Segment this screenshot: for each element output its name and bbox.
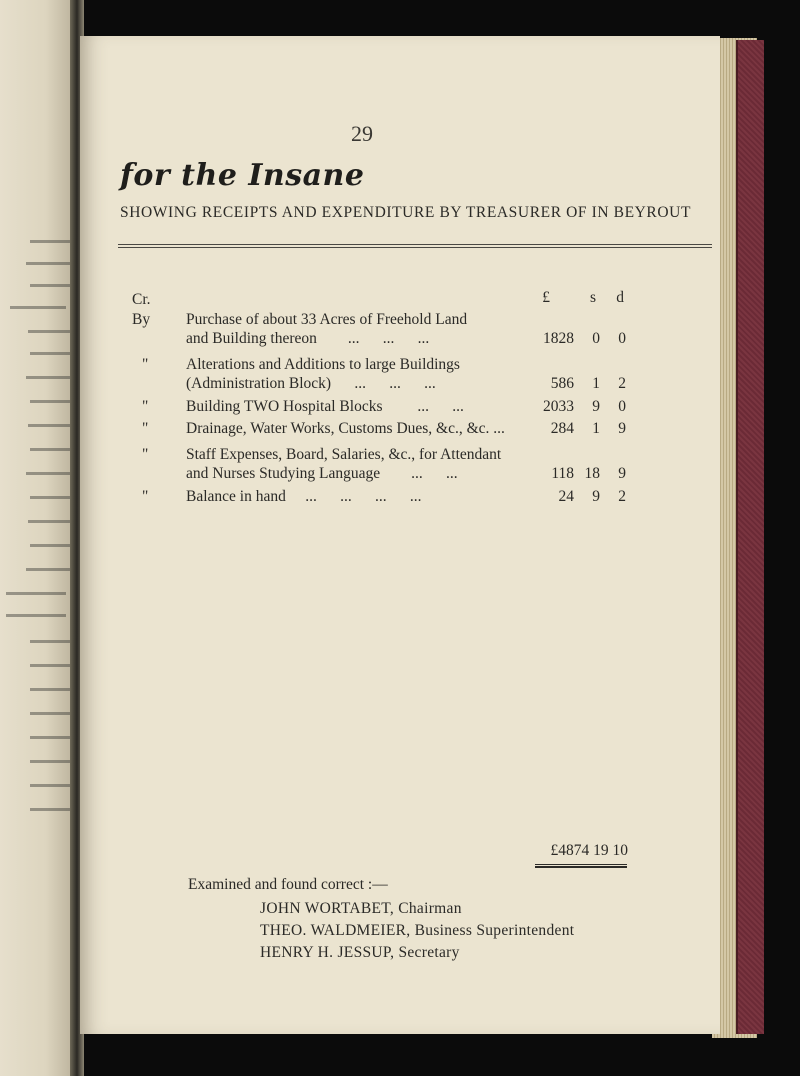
previous-page-line: [28, 330, 72, 333]
account-entry: [132, 310, 722, 350]
entry-pounds: 284: [550, 420, 574, 437]
entry-prefix: ": [142, 488, 149, 505]
page-subtitle: SHOWING RECEIPTS AND EXPENDITURE BY TREASURER OF IN BEYROUT: [120, 204, 692, 221]
entry-pence: 9: [618, 465, 626, 482]
entry-pounds: 2033: [543, 398, 574, 415]
entry-pence: 0: [618, 330, 626, 347]
previous-page-line: [28, 424, 72, 427]
entry-shillings: 9: [592, 488, 600, 505]
entry-line: Drainage, Water Works, Customs Dues, &c., &c. ...: [186, 420, 505, 437]
previous-page-heading-fragment: [0, 91, 76, 99]
previous-page-line: [30, 400, 70, 403]
column-pounds-header: £: [542, 289, 550, 306]
entry-description: [186, 487, 546, 506]
entry-shillings: 1: [592, 420, 600, 437]
entry-line: Balance in hand ... ... ... ...: [186, 488, 422, 505]
credit-label: Cr.: [132, 291, 151, 308]
previous-page-line: [30, 712, 70, 715]
previous-page-line: [28, 520, 72, 523]
entry-prefix: By: [132, 311, 151, 328]
previous-page-edge: [0, 0, 76, 1076]
entry-prefix: ": [142, 398, 149, 415]
entry-pence: 9: [618, 420, 626, 437]
previous-page-line: [30, 640, 70, 643]
entry-shillings: 1: [592, 375, 600, 392]
page-title: for the Insane: [120, 158, 365, 193]
previous-page-line: [30, 760, 70, 763]
page-number: 29: [351, 121, 373, 146]
entry-shillings: 9: [592, 398, 600, 415]
column-pence-header: d: [616, 289, 624, 306]
examined-statement: Examined and found correct :—: [188, 876, 388, 893]
account-entry: [132, 397, 722, 417]
entry-pounds: 1828: [543, 330, 574, 347]
entry-description: [186, 310, 546, 348]
previous-page-line: [26, 262, 72, 265]
entry-line: Building TWO Hospital Blocks ... ...: [186, 398, 464, 415]
entry-line: (Administration Block) ... ... ...: [186, 375, 436, 392]
entry-description: [186, 397, 546, 416]
entry-line: and Nurses Studying Language ... ...: [186, 465, 458, 482]
account-entry: [132, 445, 722, 485]
previous-page-line: [26, 376, 72, 379]
account-total: £4874 19 10: [550, 842, 628, 859]
signatory-chairman: JOHN WORTABET, Chairman: [260, 900, 462, 917]
account-entry: [132, 419, 722, 439]
previous-page-line: [30, 808, 70, 811]
entry-pence: 2: [618, 488, 626, 505]
signatory-superintendent: THEO. WALDMEIER, Business Superintendent: [260, 922, 575, 939]
total-rule-top: [535, 864, 627, 865]
entry-description: [186, 419, 546, 438]
previous-page-line: [30, 664, 70, 667]
account-entry: [132, 351, 722, 371]
entry-pence: 0: [618, 398, 626, 415]
header-rule-bottom: [118, 247, 712, 248]
previous-page-line: [6, 592, 66, 595]
previous-page-line: [30, 352, 70, 355]
previous-page-line: [30, 240, 70, 243]
entry-line: Purchase of about 33 Acres of Freehold Land: [186, 311, 468, 328]
entry-prefix: ": [142, 420, 149, 437]
previous-page-line: [30, 736, 70, 739]
entry-pounds: 586: [550, 375, 574, 392]
column-shillings-header: s: [589, 289, 596, 306]
previous-page-line: [30, 284, 70, 287]
entry-line: and Building thereon ... ... ...: [186, 330, 430, 347]
entry-prefix: ": [142, 356, 149, 373]
previous-page-line: [30, 448, 70, 451]
previous-page-line: [30, 544, 70, 547]
previous-page-line: [26, 472, 72, 475]
previous-page-line: [26, 568, 72, 571]
document-page: [80, 36, 720, 1034]
header-rule-top: [118, 244, 712, 245]
previous-page-line: [10, 306, 66, 309]
entry-shillings: 0: [592, 330, 600, 347]
previous-page-line: [30, 784, 70, 787]
entry-line: Staff Expenses, Board, Salaries, &c., for Attendant: [186, 446, 502, 463]
previous-page-line: [6, 614, 66, 617]
previous-page-line: [30, 688, 70, 691]
entry-description: [186, 445, 546, 483]
entry-pence: 2: [618, 375, 626, 392]
entry-pounds: 24: [558, 488, 574, 505]
entry-line: Alterations and Additions to large Buildings: [186, 356, 460, 373]
entry-pounds: 118: [551, 465, 574, 482]
previous-page-line: [30, 496, 70, 499]
account-entry: [132, 487, 722, 507]
entry-prefix: ": [142, 446, 149, 463]
entry-shillings: 18: [584, 465, 600, 482]
total-rule-bottom: [535, 866, 627, 868]
book-cover-edge: [736, 40, 764, 1034]
signatory-secretary: HENRY H. JESSUP, Secretary: [260, 944, 460, 961]
